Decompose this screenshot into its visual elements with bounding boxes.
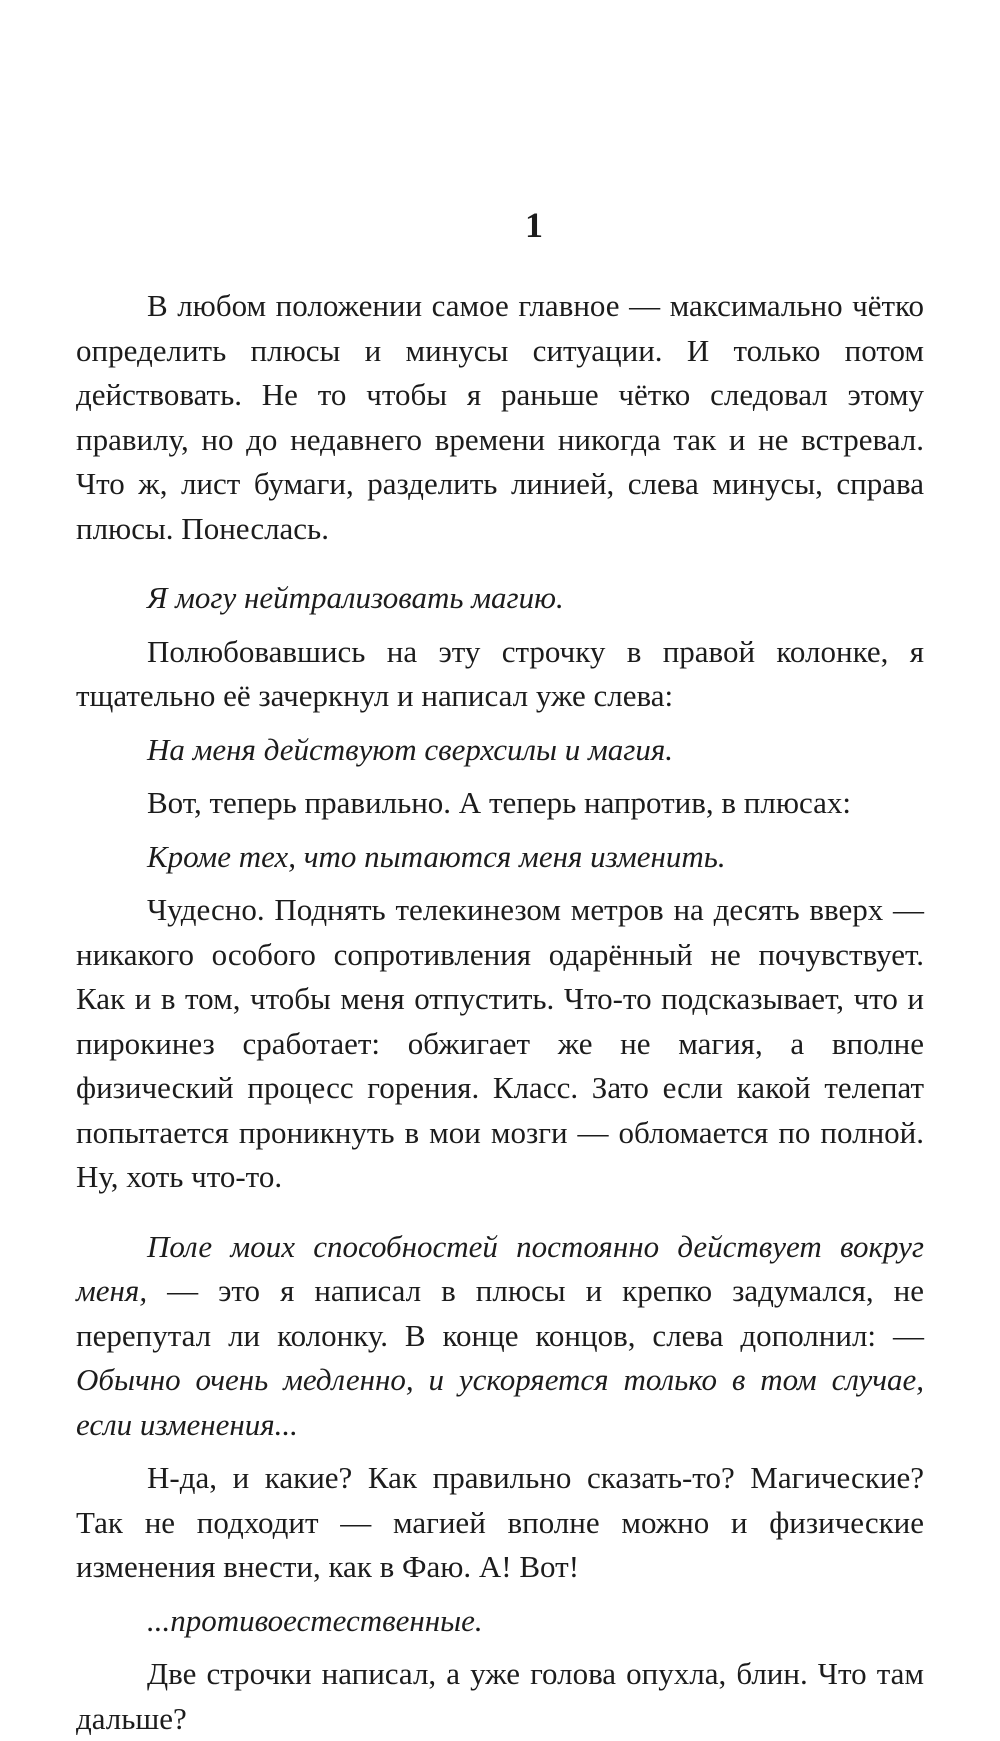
paragraph-now-correct: Вот, теперь правильно. А теперь напротив, в плюсах: bbox=[147, 785, 851, 820]
note-except-changes: Кроме тех, что пытаются меня изменить. bbox=[147, 838, 726, 874]
paragraph-two-lines: Две строчки написал, а уже голова опухла, блин. Что там дальше? bbox=[76, 1656, 924, 1736]
chapter-text bbox=[76, 284, 924, 1741]
chapter-number: 1 bbox=[525, 205, 543, 245]
note-slowly: Обычно очень медленно, и ускоряется только в том случае, если изменения... bbox=[76, 1362, 924, 1442]
paragraph-intro: В любом положении самое главное — максимально чётко определить плюсы и минусы ситуации. И только потом действовать. Не то чтобы я раньше чётко следовал этому правилу, но до недавнего времени никогда так и не встревал. Что ж, лист бумаги, разделить линией, слева минусы, справа плюсы. Понеслась. bbox=[76, 288, 924, 546]
field-narration: — это я написал в плюсы и крепко задумался, не перепутал ли колонку. В конце концов, слева дополнил: — bbox=[76, 1273, 924, 1353]
paragraph-which-changes: Н-да, и какие? Как правильно сказать-то? Магические? Так не подходит — магией вполне можно и физические изменения внести, как в Фаю. А! Вот! bbox=[76, 1460, 924, 1584]
paragraph-crossed-out: Полюбовавшись на эту строчку в правой колонке, я тщательно её зачеркнул и написал уже слева: bbox=[76, 633, 924, 713]
note-affected-by-magic: На меня действуют сверхсилы и магия. bbox=[147, 731, 674, 767]
note-neutralize-magic: Я могу нейтрализовать магию. bbox=[147, 580, 564, 615]
note-field-active: Поле моих способностей постоянно действует вокруг меня, bbox=[76, 1228, 924, 1308]
note-unnatural: ...противоестественные. bbox=[147, 1602, 483, 1638]
paragraph-telekinesis: Чудесно. Поднять телекинезом метров на десять вверх — никакого особого сопротивления одарённый не почувствует. Как и в том, чтобы меня отпустить. Что-то подсказывает, что и пирокинез сработает: обжигает же не магия, а вполне физический процесс горения. Класс. Зато если какой телепат попытается проникнуть в мои мозги — обломается по полной. Ну, хоть что-то. bbox=[76, 892, 924, 1194]
paragraph-field bbox=[76, 1225, 924, 1448]
